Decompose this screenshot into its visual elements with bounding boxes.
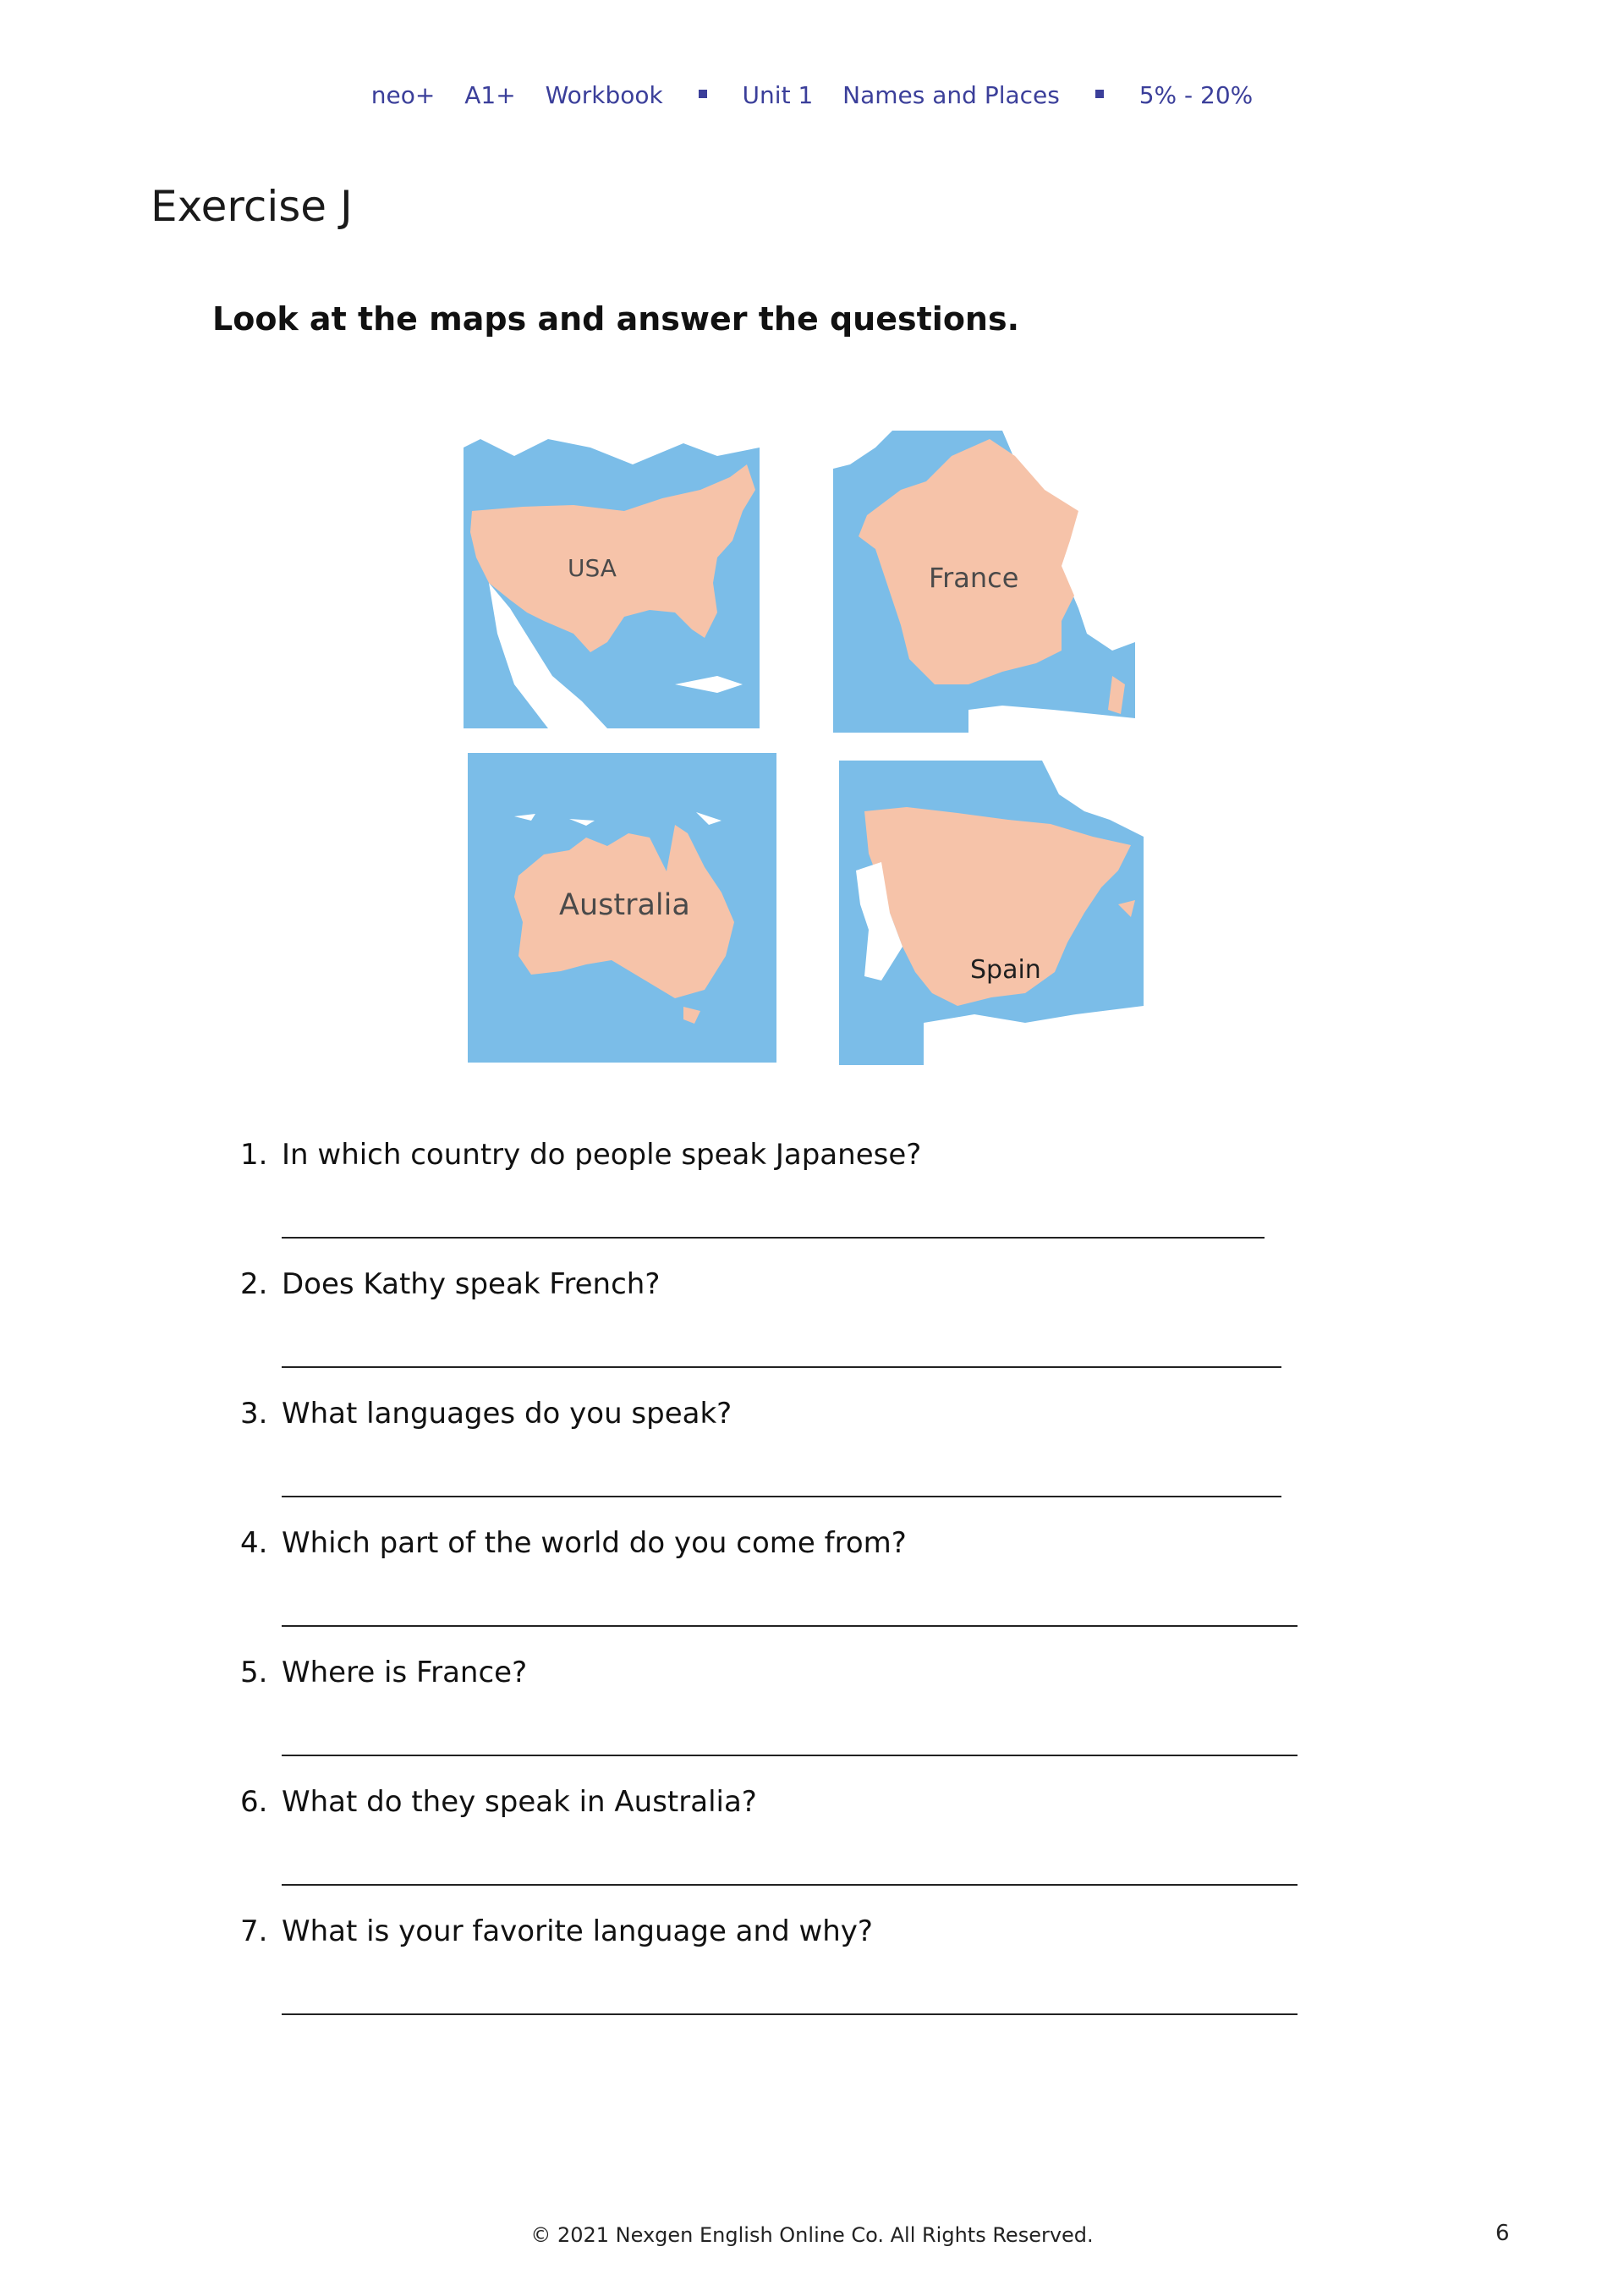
question-text: Does Kathy speak French? <box>282 1267 661 1301</box>
question-number: 7. <box>240 1914 268 1948</box>
spain-map-image <box>839 761 1144 1065</box>
map-label-france: France <box>929 562 1019 594</box>
map-label-spain: Spain <box>970 955 1041 985</box>
question-number: 6. <box>240 1785 268 1819</box>
answer-line-6[interactable] <box>282 1884 1298 1886</box>
question-item <box>240 1656 527 1689</box>
question-item <box>240 1526 907 1560</box>
answer-line-3[interactable] <box>282 1496 1281 1497</box>
header-brand: neo+ <box>370 81 436 109</box>
answer-line-5[interactable] <box>282 1755 1298 1756</box>
question-number: 5. <box>240 1656 268 1689</box>
header-book: Workbook <box>545 81 663 109</box>
question-number: 3. <box>240 1397 268 1431</box>
question-number: 4. <box>240 1526 268 1560</box>
question-text: Where is France? <box>282 1656 528 1689</box>
map-label-usa: USA <box>568 554 617 582</box>
header-unit-title: Names and Places <box>842 81 1060 109</box>
answer-line-1[interactable] <box>282 1237 1265 1239</box>
map-label-australia: Australia <box>559 888 690 922</box>
answer-line-7[interactable] <box>282 2013 1298 2015</box>
question-text: What languages do you speak? <box>282 1397 732 1431</box>
map-usa <box>464 431 760 728</box>
question-item <box>240 1138 921 1172</box>
answer-line-4[interactable] <box>282 1625 1298 1627</box>
question-text: In which country do people speak Japanese? <box>282 1138 922 1172</box>
map-france <box>833 431 1135 733</box>
separator-square-icon <box>1095 90 1104 98</box>
question-number: 2. <box>240 1267 268 1301</box>
question-text: Which part of the world do you come from? <box>282 1526 907 1560</box>
instruction-text: Look at the maps and answer the questions. <box>212 300 1020 338</box>
map-australia <box>468 753 776 1063</box>
answer-line-2[interactable] <box>282 1366 1281 1368</box>
footer-copyright: © 2021 Nexgen English Online Co. All Rights Reserved. <box>530 2223 1094 2247</box>
question-item <box>240 1914 873 1948</box>
header-unit: Unit 1 <box>742 81 814 109</box>
question-item <box>240 1267 660 1301</box>
question-item <box>240 1397 732 1431</box>
page-number: 6 <box>1495 2221 1510 2246</box>
exercise-title: Exercise J <box>151 182 353 231</box>
question-number: 1. <box>240 1138 268 1172</box>
question-item <box>240 1785 757 1819</box>
map-spain <box>839 761 1144 1065</box>
separator-square-icon <box>699 90 707 98</box>
page-header <box>0 81 1624 109</box>
header-level: A1+ <box>464 81 516 109</box>
question-text: What do they speak in Australia? <box>282 1785 757 1819</box>
header-progress: 5% - 20% <box>1138 81 1254 109</box>
question-text: What is your favorite language and why? <box>282 1914 873 1948</box>
